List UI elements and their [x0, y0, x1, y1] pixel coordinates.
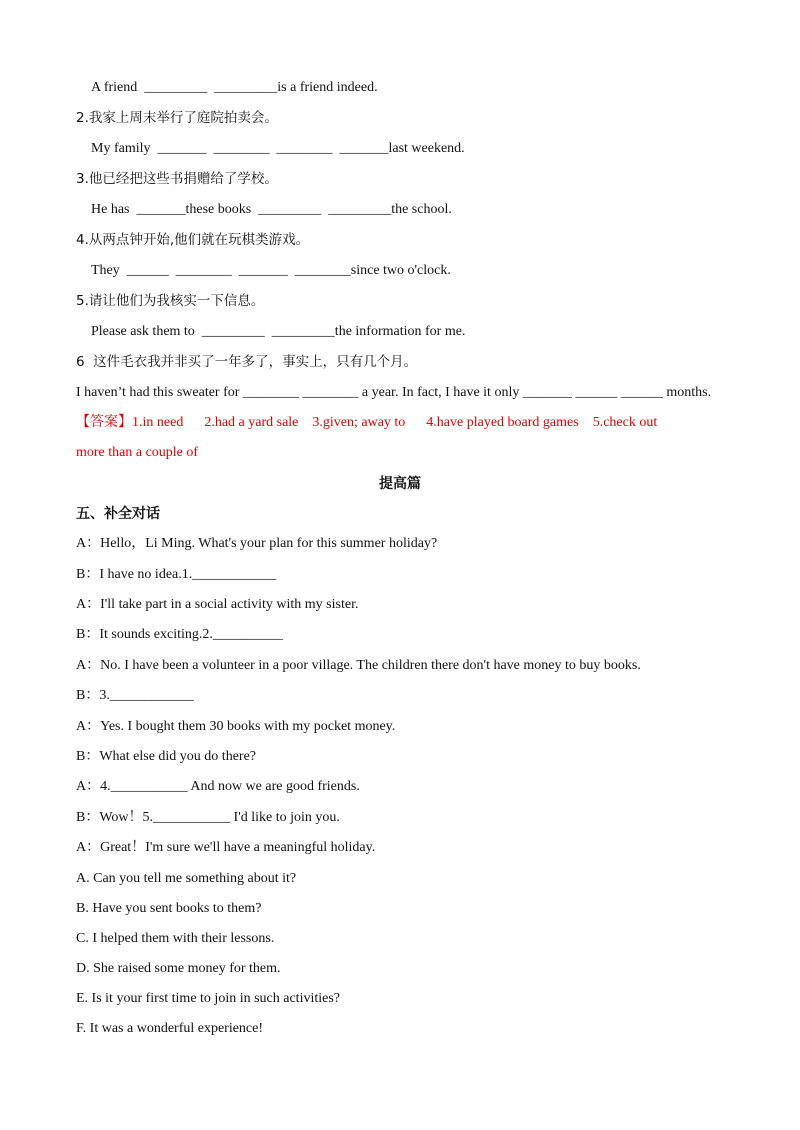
q3-english-sentence: He has _______these books _________ _________the school.	[91, 202, 452, 217]
dialogue-line: A：Great！I'm sure we'll have a meaningful holiday.	[76, 840, 376, 855]
q2-english-sentence: My family _______ ________ ________ _______last weekend.	[91, 141, 465, 156]
dialogue-heading: 五、补全对话	[76, 506, 160, 522]
q2-chinese-prompt: 2.我家上周末举行了庭院拍卖会。	[76, 110, 278, 126]
dialogue-line: A：I'll take part in a social activity with my sister.	[76, 597, 359, 612]
dialogue-line: A：4.___________ And now we are good friends.	[76, 779, 360, 794]
dialogue-line: B：I have no idea.1.____________	[76, 567, 277, 582]
dialogue-line: A：Hello，Li Ming. What's your plan for this summer holiday?	[76, 536, 438, 551]
option-item: D. She raised some money for them.	[76, 961, 281, 976]
dialogue-line: B：3.____________	[76, 688, 194, 703]
q5-chinese-prompt: 5.请让他们为我核实一下信息。	[76, 293, 265, 309]
option-item: E. Is it your first time to join in such activities?	[76, 991, 341, 1006]
answer-key-line-1: 【答案】1.in need 2.had a yard sale 3.given; away to 4.have played board games 5.check out	[76, 415, 658, 430]
dialogue-line: B：What else did you do there?	[76, 749, 257, 764]
section-title: 提高篇	[379, 476, 421, 492]
option-item: A. Can you tell me something about it?	[76, 871, 297, 886]
q5-english-sentence: Please ask them to _________ _________the information for me.	[91, 324, 466, 339]
option-item: B. Have you sent books to them?	[76, 901, 262, 916]
q3-chinese-prompt: 3.他已经把这些书捐赠给了学校。	[76, 171, 278, 187]
q6-english-sentence: I haven’t had this sweater for ________ ________ a year. In fact, I have it only _______ ______ ______ months.	[76, 385, 712, 400]
dialogue-line: A：Yes. I bought them 30 books with my pocket money.	[76, 719, 396, 734]
q1-english-sentence: A friend _________ _________is a friend indeed.	[91, 80, 378, 95]
option-item: C. I helped them with their lessons.	[76, 931, 275, 946]
dialogue-line: B：Wow！5.___________ I'd like to join you.	[76, 810, 340, 825]
answer-key-line-2: more than a couple of	[76, 445, 199, 460]
option-item: F. It was a wonderful experience!	[76, 1021, 264, 1036]
dialogue-line: A：No. I have been a volunteer in a poor village. The children there don't have money to buy books.	[76, 658, 641, 673]
q6-chinese-prompt: 6 这件毛衣我并非买了一年多了，事实上，只有几个月。	[76, 354, 418, 370]
q4-chinese-prompt: 4.从两点钟开始,他们就在玩棋类游戏。	[76, 232, 310, 248]
q4-english-sentence: They ______ ________ _______ ________since two o'clock.	[91, 263, 451, 278]
dialogue-line: B：It sounds exciting.2.__________	[76, 627, 283, 642]
